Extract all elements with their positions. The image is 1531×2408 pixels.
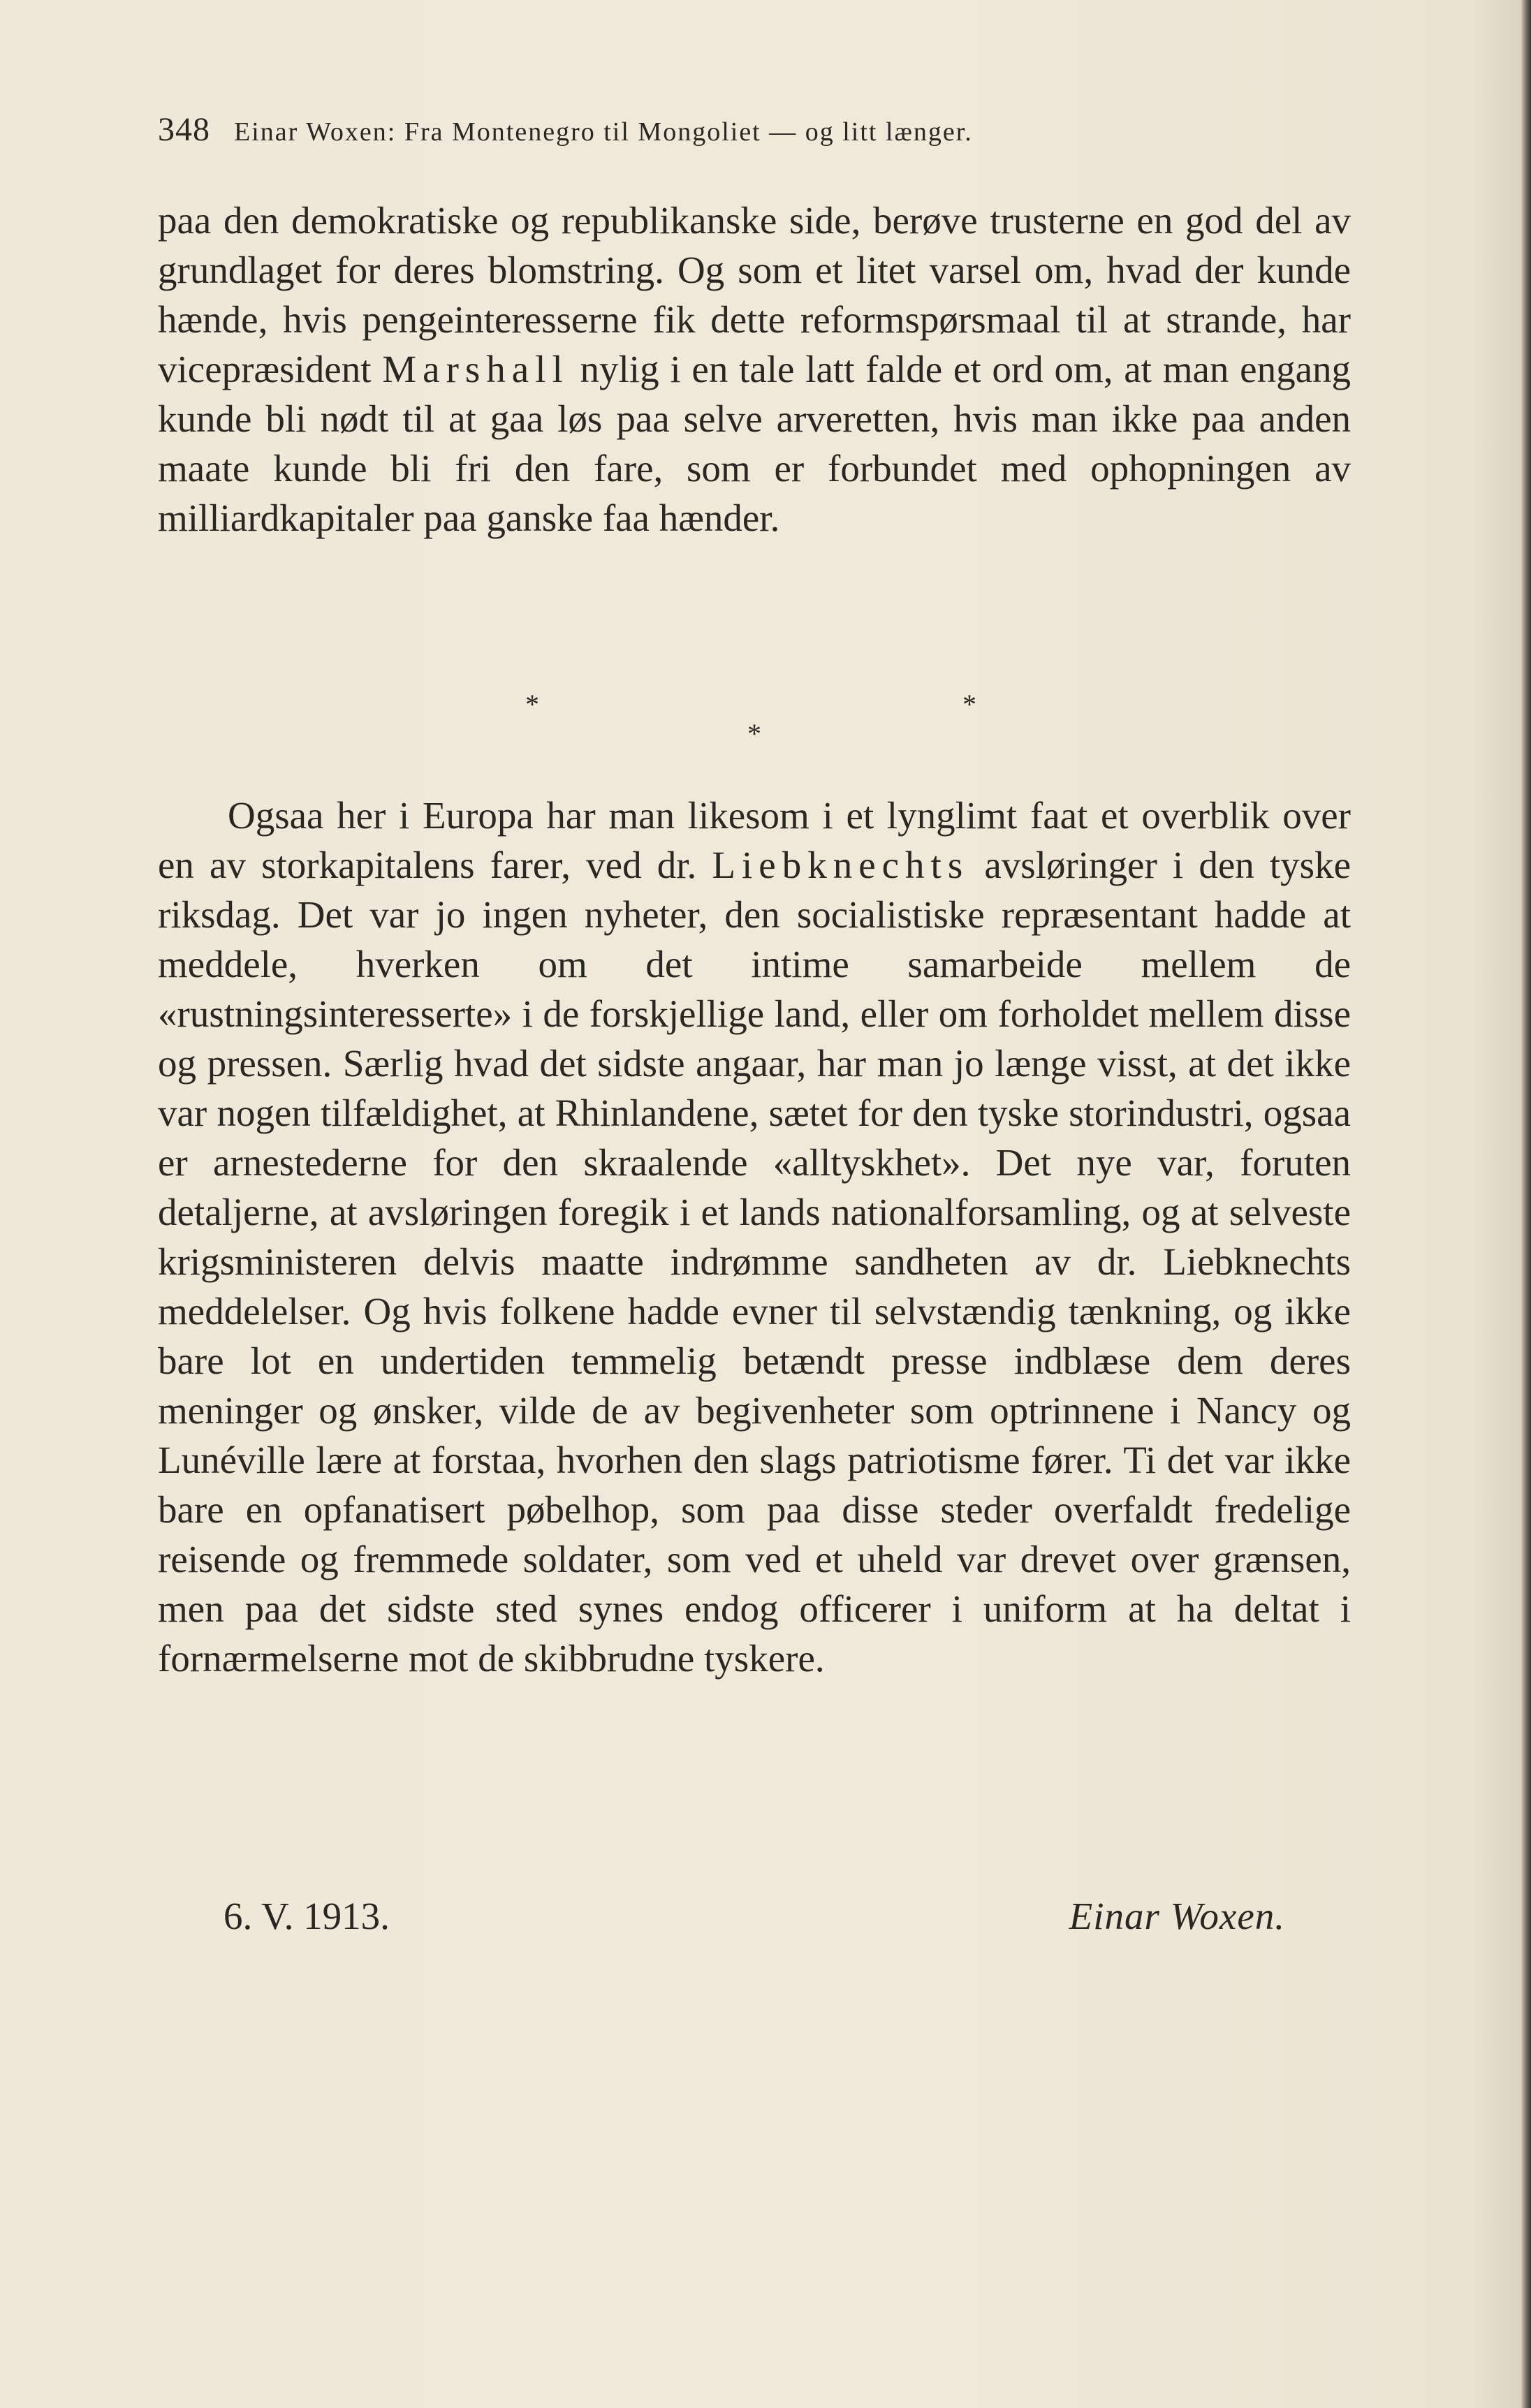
spaced-name-liebknechts: Liebknechts [712, 844, 969, 886]
asterisk-middle: * [747, 718, 761, 749]
author-signature: Einar Woxen. [1069, 1895, 1285, 1937]
paragraph-1 [158, 196, 1351, 543]
signature-line [224, 1894, 1285, 1950]
spaced-name-marshall: Marshall [382, 348, 569, 390]
asterisk-left: * [525, 689, 539, 720]
paragraph-2 [158, 791, 1351, 1683]
asterisk-right: * [962, 689, 976, 720]
date: 6. V. 1913. [224, 1895, 390, 1937]
paragraph-2-lead: Ogsaa her i Europa har man likesom i et lynglimt faat et overblik over en av storkapitalens farer, ved dr. [158, 794, 1351, 886]
section-separator [0, 688, 1531, 751]
paragraph-1-rest: nylig i en tale latt falde et ord om, at man engang kunde bli nødt til at gaa løs paa selve arveretten, hvis man ikke paa anden maate kunde bli fri den fare, som er forbundet med ophopningen av milliardkapitaler paa ganske faa hænder. [158, 348, 1351, 539]
running-header [158, 110, 1247, 159]
paragraph-2-rest: avsløringer i den tyske riksdag. Det var jo ingen nyheter, den socialistiske repræsentant hadde at meddele, hverken om det intime samarbeide mellem de «rustningsinteresserte» i de forskjellige land, eller om forholdet mellem disse og pressen. Særlig hvad det sidste angaar, har man jo længe visst, at det ikke var nogen tilfældighet, at Rhinlandene, sætet for den tyske storindustri, ogsaa er arnestederne for den skraalende «alltyskhet». Det nye var, foruten detaljerne, at avsløringen foregik i et lands nationalforsamling, og at selveste krigsministeren delvis maatte indrømme sandheten av dr. Liebknechts meddelelser. Og hvis folkene hadde evner til selvstændig tænkning, og ikke bare lot en undertiden temmelig betændt presse indblæse dem deres meninger og ønsker, vilde de av begivenheter som optrinnene i Nancy og Lunéville lære at forstaa, hvorhen den slags patriotisme fører. Ti det var ikke bare en opfanatisert pøbelhop, som paa disse steder overfaldt fredelige reisende og fremmede soldater, som ved et uheld var drevet over grænsen, men paa det sidste sted synes endog officerer i uniform at ha deltat i fornærmelserne mot de skibbrudne tyskere. [158, 844, 1351, 1680]
paragraph-1-lead: paa den demokratiske og republikanske side, berøve trusterne en god del av grundlaget for deres blomstring. Og som et litet varsel om, hvad der kunde hænde, hvis pengeinteresserne fik dette reformspørsmaal til at strande, har vicepræsident [158, 199, 1351, 390]
page-number: 348 [158, 111, 210, 148]
page-edge [1521, 0, 1531, 2408]
running-title: Einar Woxen: Fra Montenegro til Mongoliet — og litt længer. [234, 117, 973, 147]
